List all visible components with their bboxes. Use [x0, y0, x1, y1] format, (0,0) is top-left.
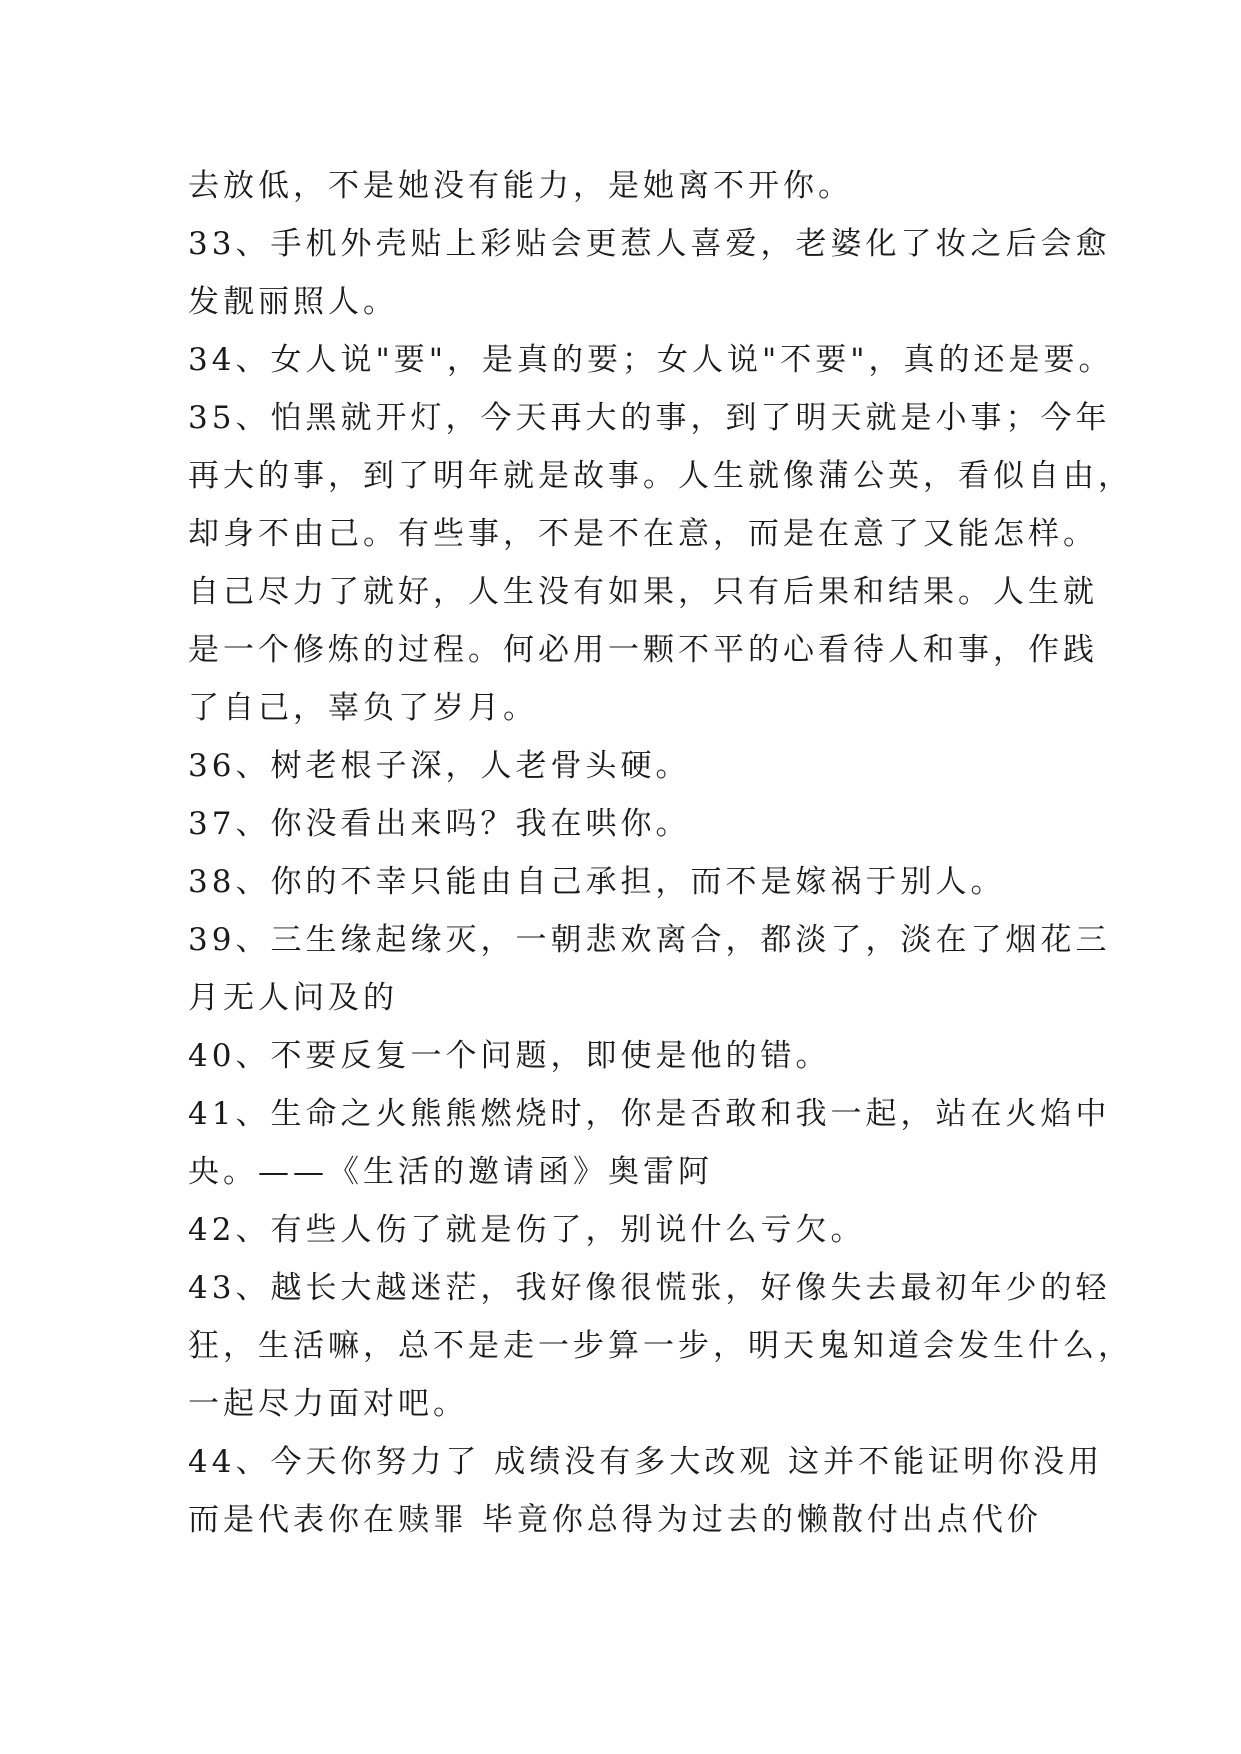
text-line: 狂，生活嘛，总不是走一步算一步，明天鬼知道会发生什么，: [188, 1328, 1133, 1364]
text-line: 34、女人说"要"，是真的要；女人说"不要"，真的还是要。: [188, 342, 1114, 378]
text-line: 发靓丽照人。: [188, 284, 398, 320]
text-line: 44、今天你努力了 成绩没有多大改观 这并不能证明你没用: [188, 1444, 1104, 1480]
text-line: 38、你的不幸只能由自己承担，而不是嫁祸于别人。: [188, 864, 1006, 900]
text-line: 而是代表你在赎罪 毕竟你总得为过去的懒散付出点代价: [188, 1502, 1042, 1538]
text-line: 43、越长大越迷茫，我好像很慌张，好像失去最初年少的轻: [188, 1270, 1111, 1306]
text-line: 月无人问及的: [188, 980, 398, 1016]
text-line: 一起尽力面对吧。: [188, 1386, 468, 1422]
text-line: 36、树老根子深，人老骨头硬。: [188, 748, 691, 784]
text-line: 40、不要反复一个问题，即使是他的错。: [188, 1038, 831, 1074]
document-body: [188, 157, 1133, 1549]
text-line: 再大的事，到了明年就是故事。人生就像蒲公英，看似自由，: [188, 458, 1133, 494]
text-line: 央。——《生活的邀请函》奥雷阿: [188, 1154, 713, 1190]
text-line: 了自己，辜负了岁月。: [188, 690, 538, 726]
text-line: 37、你没看出来吗？我在哄你。: [188, 806, 691, 842]
text-line: 是一个修炼的过程。何必用一颗不平的心看待人和事，作践: [188, 632, 1098, 668]
text-line: 33、手机外壳贴上彩贴会更惹人喜爱，老婆化了妆之后会愈: [188, 226, 1111, 262]
text-line: 35、怕黑就开灯，今天再大的事，到了明天就是小事；今年: [188, 400, 1111, 436]
text-line: 自己尽力了就好，人生没有如果，只有后果和结果。人生就: [188, 574, 1098, 610]
text-line: 41、生命之火熊熊燃烧时，你是否敢和我一起，站在火焰中: [188, 1096, 1111, 1132]
text-line: 却身不由己。有些事，不是不在意，而是在意了又能怎样。: [188, 516, 1098, 552]
text-line: 去放低，不是她没有能力，是她离不开你。: [188, 168, 853, 204]
text-line: 39、三生缘起缘灭，一朝悲欢离合，都淡了，淡在了烟花三: [188, 922, 1111, 958]
text-line: 42、有些人伤了就是伤了，别说什么亏欠。: [188, 1212, 866, 1248]
